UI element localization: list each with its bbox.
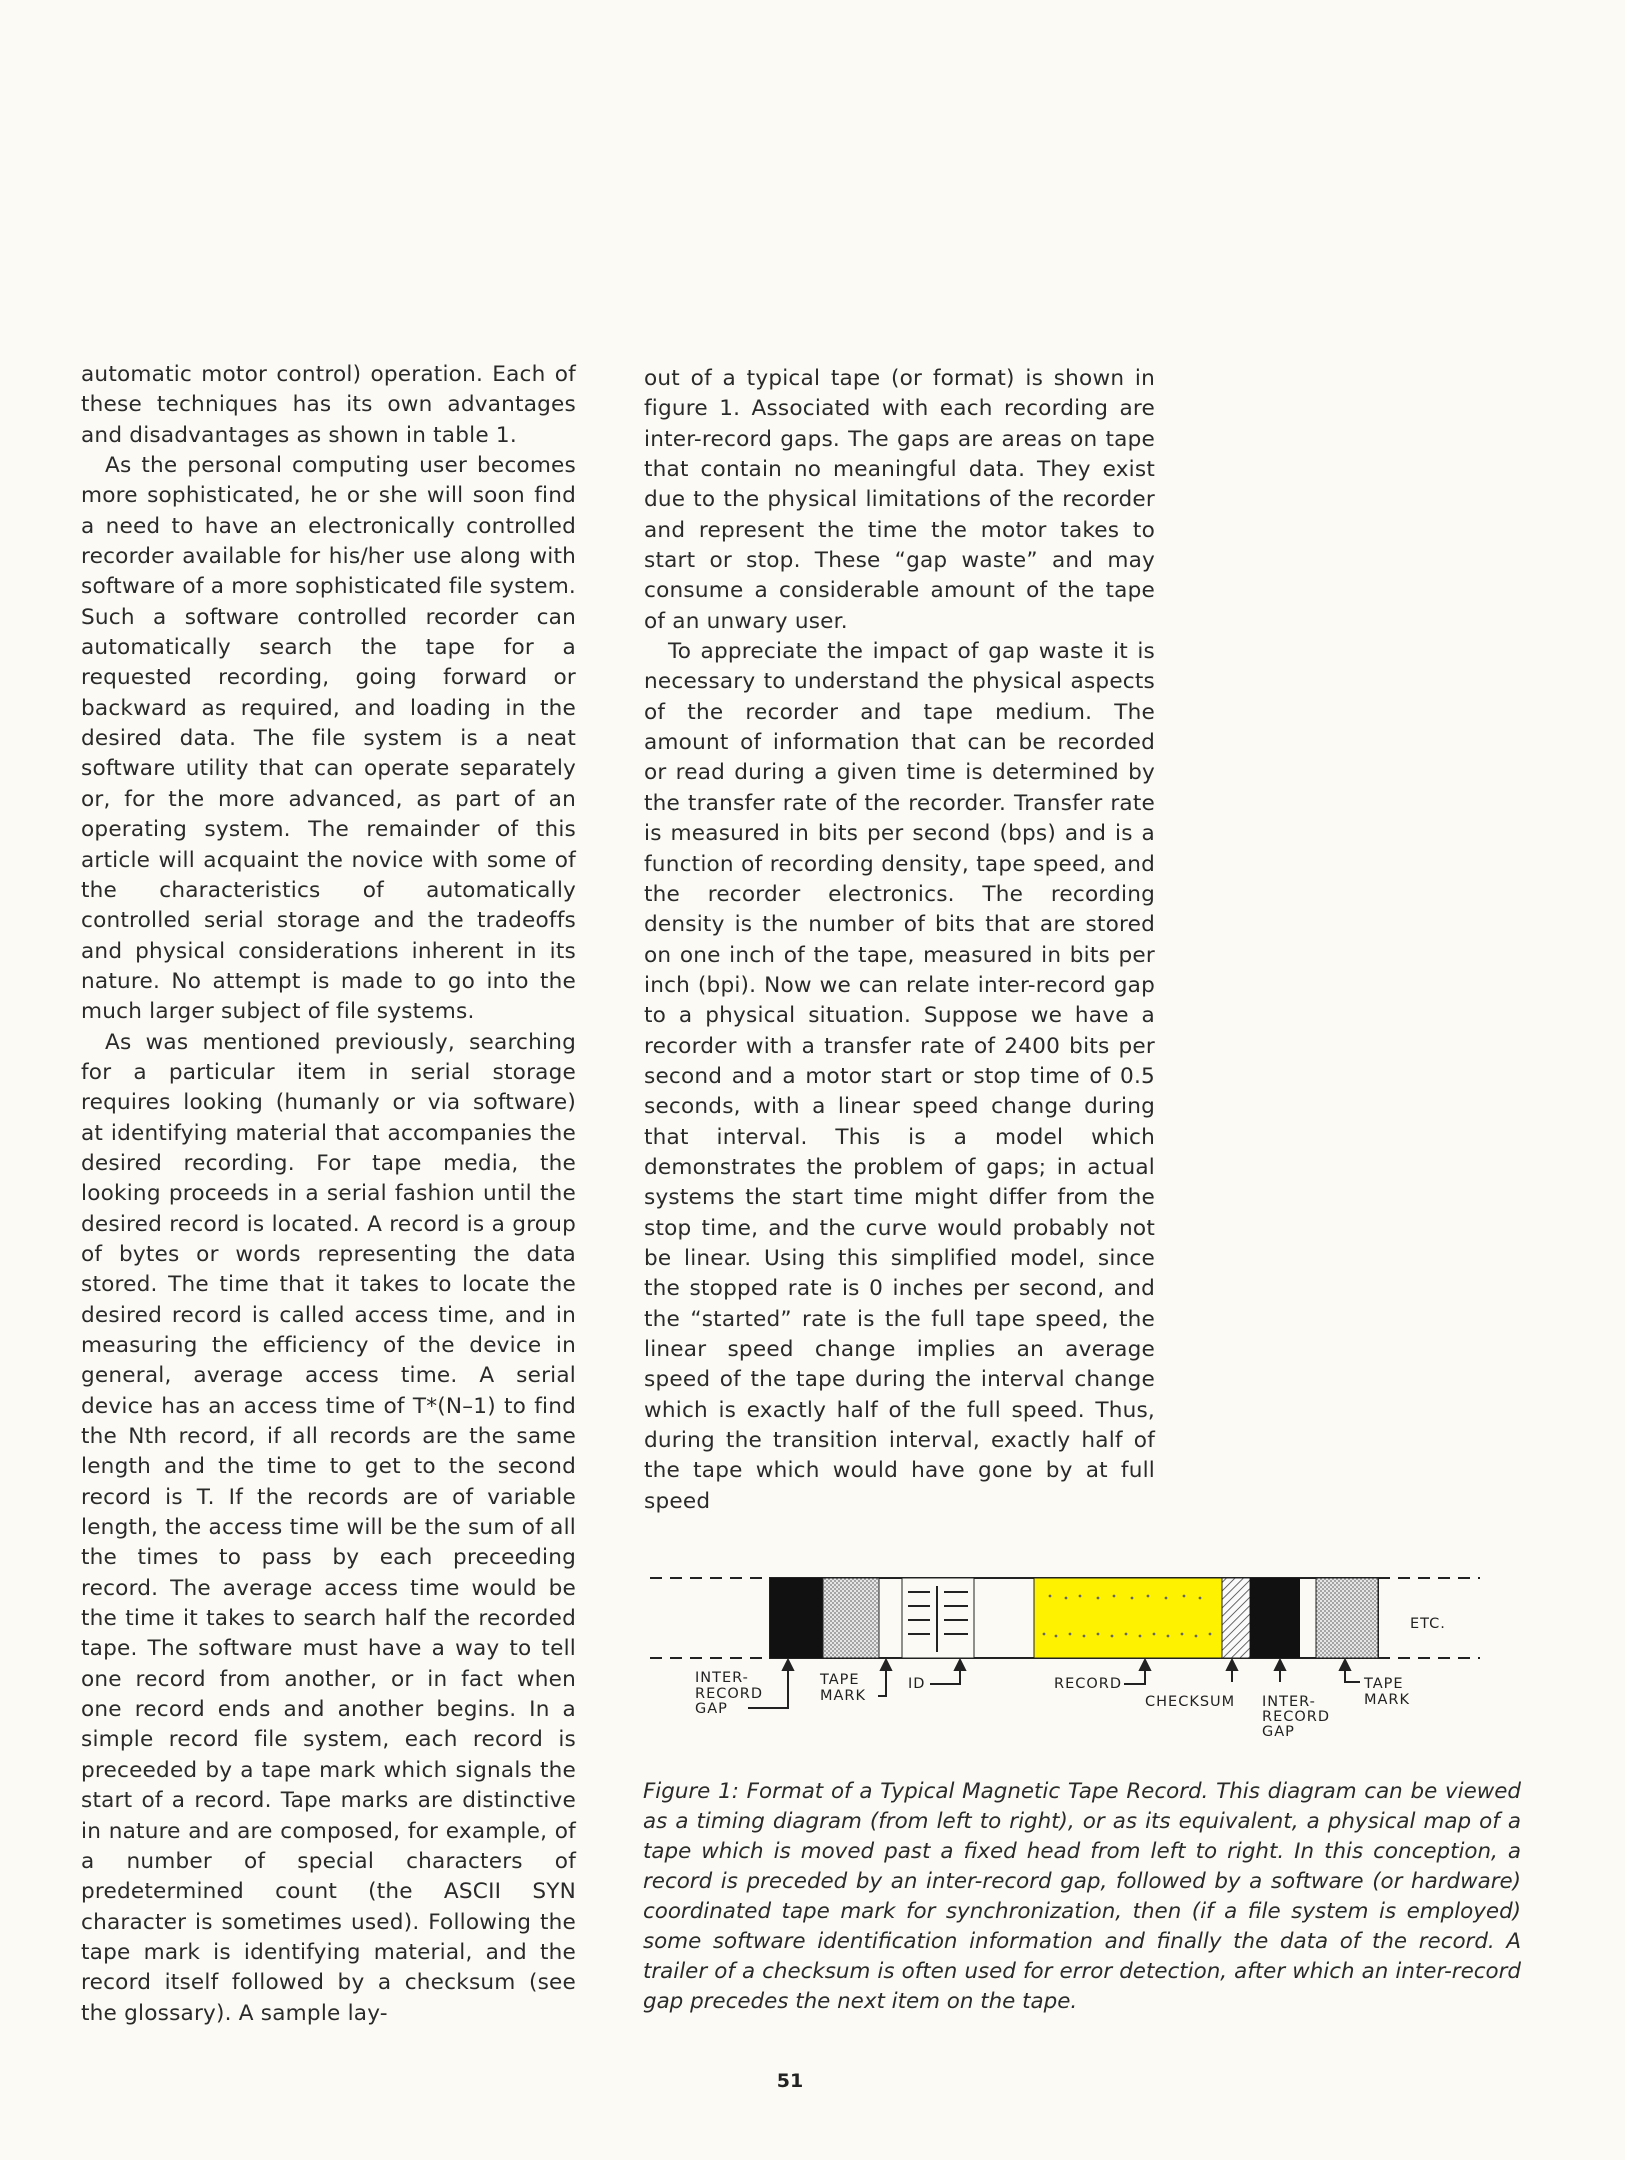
figure-caption: Figure 1: Format of a Typical Magnetic Tape Record. This diagram can be viewed as a timing diagram (from left to right), or as its equivalent, a physical map of a tape which is moved past a fixed head from left to right. In this conception, a record is preceded by an inter-record gap, followed by a software (or hardware) coordinated tape mark for synchronization, then (if a file system is employed) some software identification information and finally the data of the record. A trailer of a checksum is often used for error detection, after which an inter-record gap precedes the next item on the tape. xyxy=(643,1779,1521,2014)
tape-diagram xyxy=(640,1570,1520,1750)
tape-mark-block xyxy=(823,1578,879,1658)
record-block xyxy=(1034,1578,1222,1658)
tape-mark-block xyxy=(1316,1578,1378,1658)
paragraph: As the personal computing user becomes more sophisticated, he or she will soon find a need to have an electronically controlled recorder available for his/her use along with software of a more sophisticated file system. Such a software controlled recorder can automatically search the tape for a requested recording, going forward or backward as required, and loading in the desired data. The file system is a neat software utility that can operate separately or, for the more advanced, as part of an operating system. The remainder of this article will acquaint the novice with some of the characteristics of automatically controlled serial storage and the tradeoffs and physical considerations inherent in its nature. No attempt is made to go into the much larger subject of file systems. xyxy=(81,453,576,1025)
tape-mark-label: MARK xyxy=(820,1688,867,1704)
paragraph: automatic motor control) operation. Each of these techniques has its own advantages and disadvantages as shown in table 1. xyxy=(81,362,576,448)
paragraph: out of a typical tape (or format) is shown in figure 1. Associated with each recording are inter-record gaps. The gaps are areas on tape that contain no meaningful data. They exist due to the physical limitations of the recorder and represent the time the motor takes to start or stop. These “gap waste” and may consume a considerable amount of the tape of an unwary user. xyxy=(644,366,1155,634)
id-label: ID xyxy=(908,1676,926,1692)
checksum-label: CHECKSUM xyxy=(1145,1694,1236,1710)
checksum-block xyxy=(1222,1578,1250,1658)
paragraph: To appreciate the impact of gap waste it is necessary to understand the physical aspects of the recorder and tape medium. The amount of information that can be recorded or read during a given time is determined by the transfer rate of the recorder. Transfer rate is measured in bits per second (bps) and is a function of recording density, tape speed, and the recorder electronics. The recording density is the number of bits that are stored on one inch of the tape, measured in bits per inch (bpi). Now we can relate inter-record gap to a physical situation. Suppose we have a recorder with a transfer rate of 2400 bits per second and a motor start or stop time of 0.5 seconds, with a linear speed change during that interval. This is a model which demonstrates the problem of gaps; in actual systems the start time might differ from the stop time, and the curve would probably not be linear. Using this simplified model, since the stopped rate is 0 inches per second, and the “started” rate is the full tape speed, the linear speed change implies an average speed of the tape during the interval change which is exactly half of the full speed. Thus, during the transition interval, exactly half of the tape which would have gone by at full speed xyxy=(644,639,1155,1514)
page-number: 51 xyxy=(776,2070,804,2092)
inter-record-gap-label: RECORD xyxy=(695,1686,764,1702)
paragraph: As was mentioned previously, searching for a particular item in serial storage requires looking (humanly or via software) at identifying material that accompanies the desired recording. For tape media, the looking proceeds in a serial fashion until the desired record is located. A record is a group of bytes or words representing the data stored. The time that it takes to locate the desired record is called access time, and in measuring the efficiency of the device in general, average access time. A serial device has an access time of T*(N–1) to find the Nth record, if all records are the same length and the time to get to the second record is T. If the records are of variable length, the access time will be the sum of all the times to pass by each preceeding record. The average access time would be the time it takes to search half the recorded tape. The software must have a way to tell one record from another, or in fact when one record ends and another begins. In a simple record file system, each record is preceeded by a tape mark which signals the start of a record. Tape marks are distinctive in nature and are composed, for example, of a number of special characters of predetermined count (the ASCII SYN character is sometimes used). Following the tape mark is identifying material, and the record itself followed by a checksum (see the glossary). A sample lay- xyxy=(81,1029,576,2026)
right-text-column xyxy=(644,364,1155,1517)
record-label: RECORD xyxy=(1054,1676,1123,1692)
inter-record-gap-label: GAP xyxy=(1262,1724,1295,1740)
tape-mark-label: TAPE xyxy=(820,1672,860,1688)
etc-label: ETC. xyxy=(1410,1616,1446,1632)
inter-record-gap-block xyxy=(1250,1578,1300,1658)
inter-record-gap-label: INTER- xyxy=(1262,1694,1316,1710)
inter-record-gap-block xyxy=(770,1578,823,1658)
tape-mark-label: TAPE xyxy=(1364,1676,1404,1692)
tape-mark-label: MARK xyxy=(1364,1692,1411,1708)
tape-format-figure xyxy=(640,1570,1520,1750)
inter-record-gap-label: INTER- xyxy=(695,1670,749,1686)
inter-record-gap-label: GAP xyxy=(695,1701,728,1717)
inter-record-gap-label: RECORD xyxy=(1262,1709,1331,1725)
left-text-column xyxy=(81,360,576,2029)
